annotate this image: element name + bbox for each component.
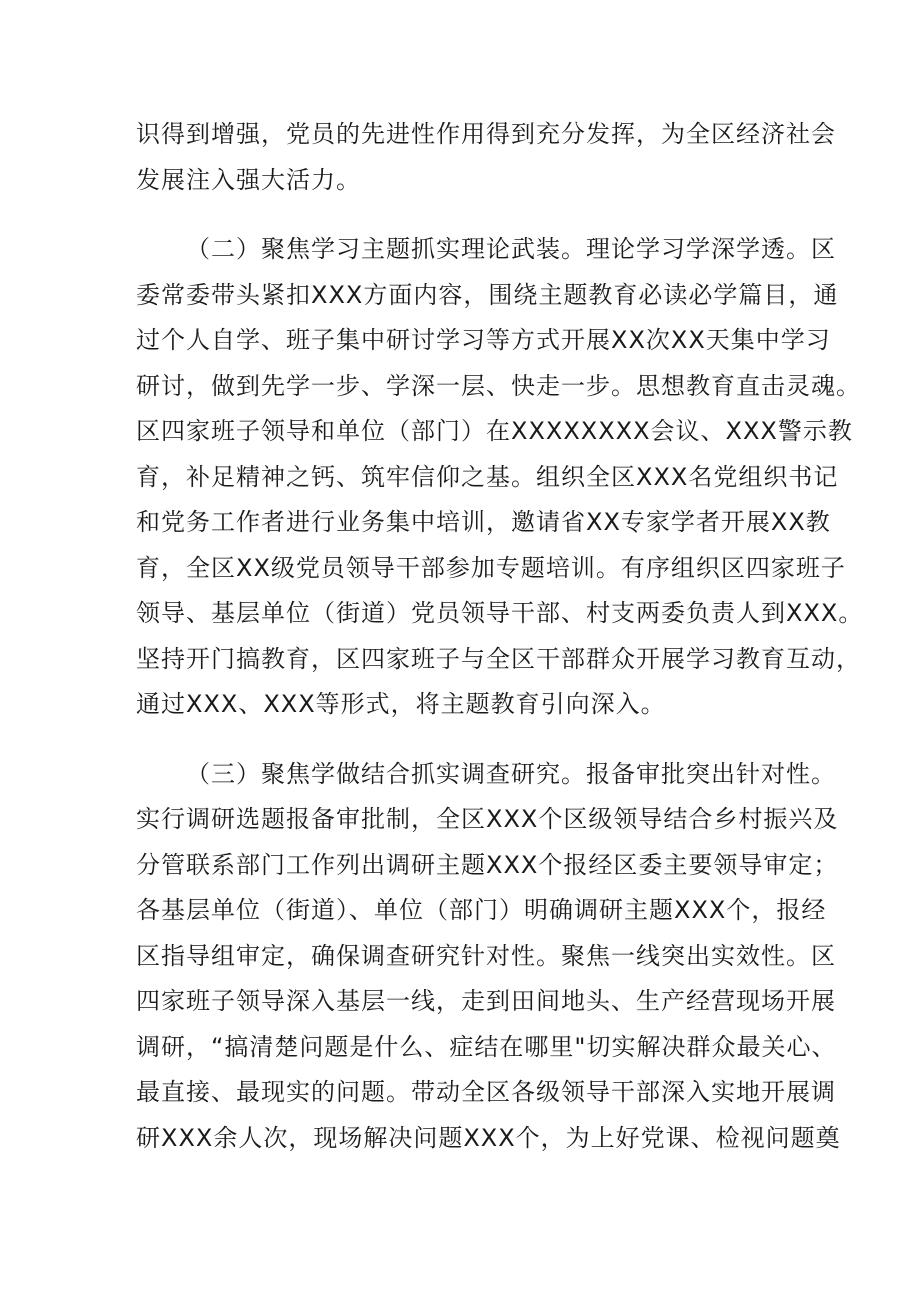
text-line: 各基层单位（街道）、单位（部门）明确调研主题XXX个，报经: [136, 896, 827, 924]
text-line: 调研，“搞清楚问题是什么、症结在哪里"切实解决群众最关心、: [136, 1032, 837, 1061]
text-line: 四家班子领导深入基层一线，走到田间地头、生产经营现场开展: [136, 987, 836, 1015]
text-line: 研讨，做到先学一步、学深一层、快走一步。思想教育直击灵魂。: [136, 371, 861, 400]
text-line: 领导、基层单位（街道）党员领导干部、村支两委负责人到XXX。: [136, 599, 864, 627]
text-line: 通过XXX、XXX等形式，将主题教育引向深入。: [136, 690, 666, 718]
text-line: 坚持开门搞教育，区四家班子与全区干部群众开展学习教育互动，: [136, 644, 861, 673]
text-line: 和党务工作者进行业务集中培训，邀请省XX专家学者开展XX教: [136, 508, 831, 536]
text-line: 育，补足精神之钙、筑牢信仰之基。组织全区XXX名党组织书记: [136, 462, 839, 491]
text-line: 实行调研选题报备审批制，全区XXX个区级领导结合乡村振兴及: [136, 805, 839, 833]
paragraph-2: [136, 227, 864, 728]
text-line: （三）聚焦学做结合抓实调查研究。报备审批突出针对性。: [186, 759, 836, 788]
text-line: （二）聚焦学习主题抓实理论武装。理论学习学深学透。区: [186, 235, 836, 263]
text-line: 研XXX余人次，现场解决问题XXX个，为上好党课、检视问题奠: [136, 1123, 841, 1152]
text-line: 区四家班子领导和单位（部门）在XXXXXXXX会议、XXX警示教: [136, 417, 853, 445]
text-line: 区指导组审定，确保调查研究针对性。聚焦一线突出实效性。区: [136, 941, 836, 970]
text-line: 识得到增强，党员的先进性作用得到充分发挥，为全区经济社会: [136, 120, 836, 148]
document-body: [136, 112, 864, 1161]
text-line: 育，全区XX级党员领导干部参加专题培训。有序组织区四家班子: [136, 553, 846, 582]
text-line: 委常委带头紧扣XXX方面内容，围绕主题教育必读必学篇目，通: [136, 280, 839, 309]
paragraph-3: [136, 752, 841, 1162]
text-line: 发展注入强大活力。: [136, 165, 361, 194]
paragraph-1: [136, 112, 836, 203]
text-line: 分管联系部门工作列出调研主题XXX个报经区委主要领导审定；: [136, 850, 839, 879]
text-line: 最直接、最现实的问题。带动全区各级领导干部深入实地开展调: [136, 1078, 836, 1106]
text-line: 过个人自学、班子集中研讨学习等方式开展XX次XX天集中学习: [136, 326, 831, 354]
